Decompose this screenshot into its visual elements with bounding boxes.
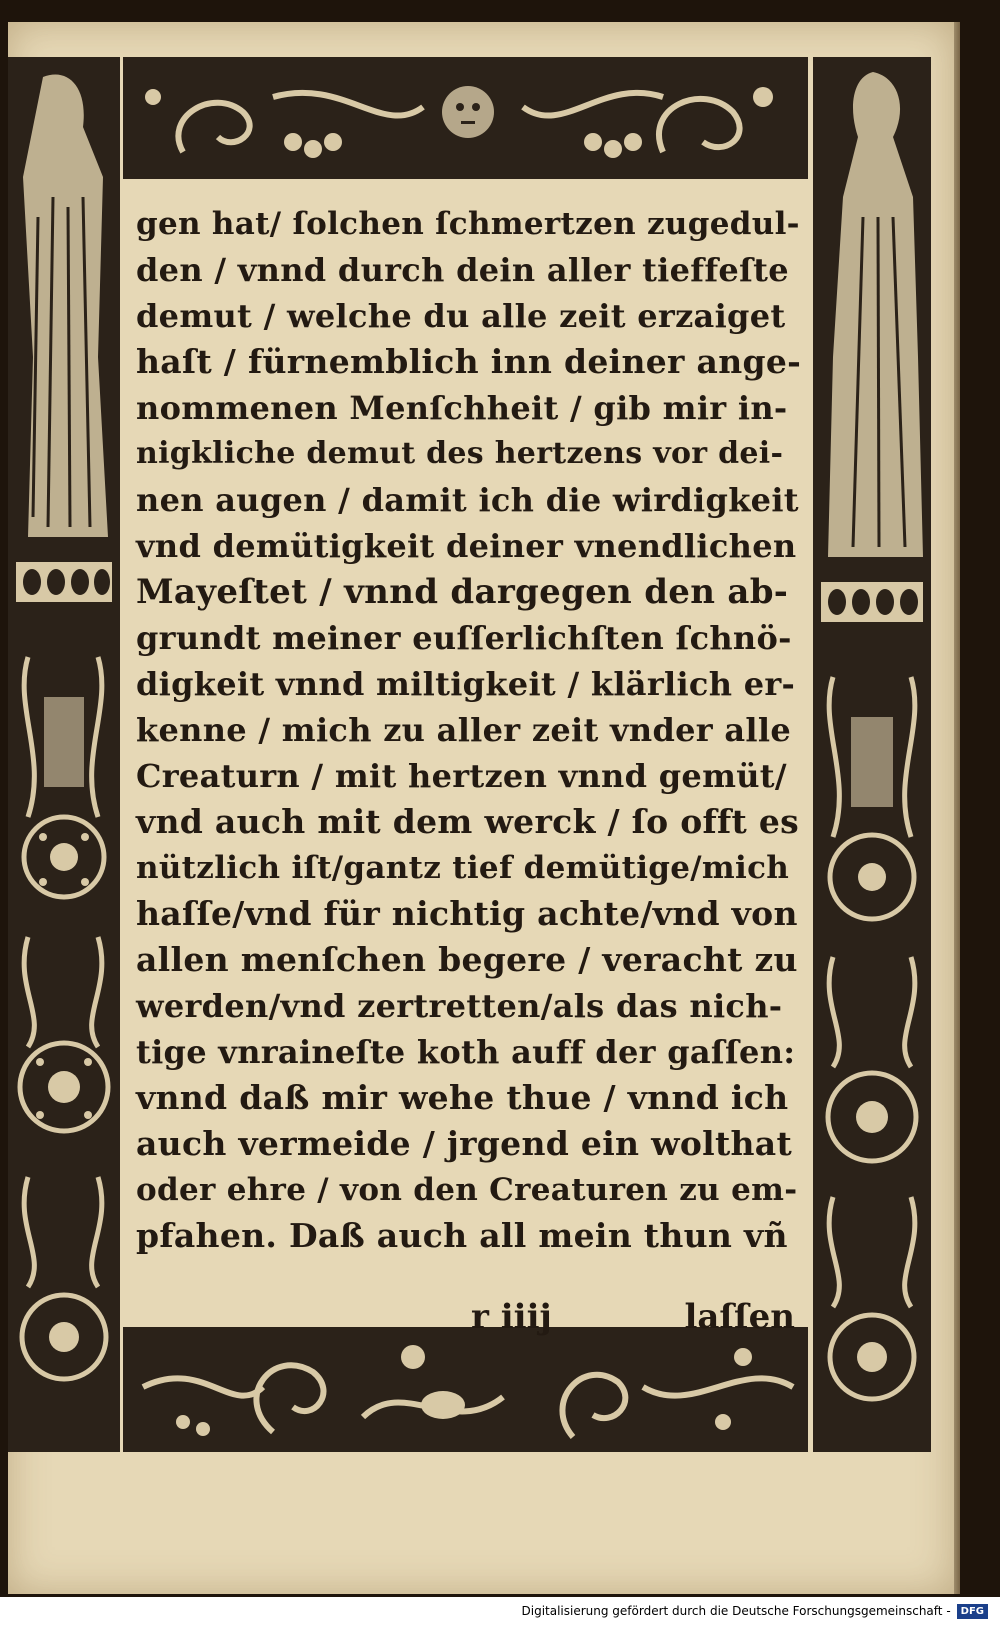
book-page: [8, 22, 954, 1594]
text-line: vnd demütigkeit deiner vnendlichen: [136, 527, 797, 565]
funding-credit: Digitalisierung gefördert durch die Deutsche Forschungsgemeinschaft -: [521, 1604, 951, 1618]
text-line: allen menſchen begere / veracht zu: [136, 940, 798, 979]
signature-line: [136, 1297, 801, 1341]
text-line: nommenen Menſchheit / gib mir in-: [136, 389, 788, 427]
page-text: [136, 202, 802, 1337]
digitization-footer: [0, 1597, 1000, 1625]
woodcut-frame: [8, 57, 938, 1457]
text-line: pfahen. Daß auch all mein thun vñ: [136, 1216, 788, 1255]
dfg-logo: DFG: [957, 1604, 988, 1619]
text-line: tige vnraineſte koth auff der gaſſen:: [136, 1033, 796, 1071]
text-line: Creaturn / mit hertzen vnnd gemüt/: [136, 757, 787, 795]
text-line: vnd auch mit dem werck / ſo offt es: [136, 802, 800, 841]
text-line: Mayeſtet / vnnd dargegen den ab-: [136, 572, 789, 612]
text-line: vnnd daß mir wehe thue / vnnd ich: [136, 1078, 789, 1117]
text-line: grundt meiner euſſerlichſten ſchnö-: [136, 619, 792, 657]
ornament-border-bottom: [123, 1327, 808, 1452]
text-line: werden/vnd zertretten/als das nich-: [136, 987, 783, 1025]
text-line: nen augen / damit ich die wirdigkeit: [136, 481, 799, 519]
text-line: digkeit vnnd miltigkeit / klärlich er-: [136, 665, 796, 703]
ornament-border-top: [123, 57, 808, 179]
text-line: haſt / fürnemblich inn deiner ange-: [136, 342, 802, 381]
text-line: den / vnnd durch dein aller tieffeſte: [136, 251, 789, 289]
text-line: demut / welche du alle zeit erzaiget: [136, 297, 786, 335]
text-line: haſſe/vnd für nichtig achte/vnd von: [136, 894, 798, 933]
text-line: nigkliche demut des hertzens vor dei-: [136, 436, 784, 471]
signature-mark: r iiij: [471, 1297, 552, 1337]
ornament-border-left: [8, 57, 120, 1452]
text-line: oder ehre / von den Creaturen zu em-: [136, 1172, 798, 1208]
text-line: gen hat/ ſolchen ſchmertzen zugedul-: [136, 206, 800, 242]
text-line: kenne / mich zu aller zeit vnder alle: [136, 711, 791, 749]
catchword: laſſen: [684, 1297, 795, 1337]
ornament-border-right: [813, 57, 931, 1452]
text-line: auch vermeide / jrgend ein wolthat: [136, 1124, 793, 1163]
text-line: nützlich iſt/gantz tief demütige/mich: [136, 850, 790, 886]
